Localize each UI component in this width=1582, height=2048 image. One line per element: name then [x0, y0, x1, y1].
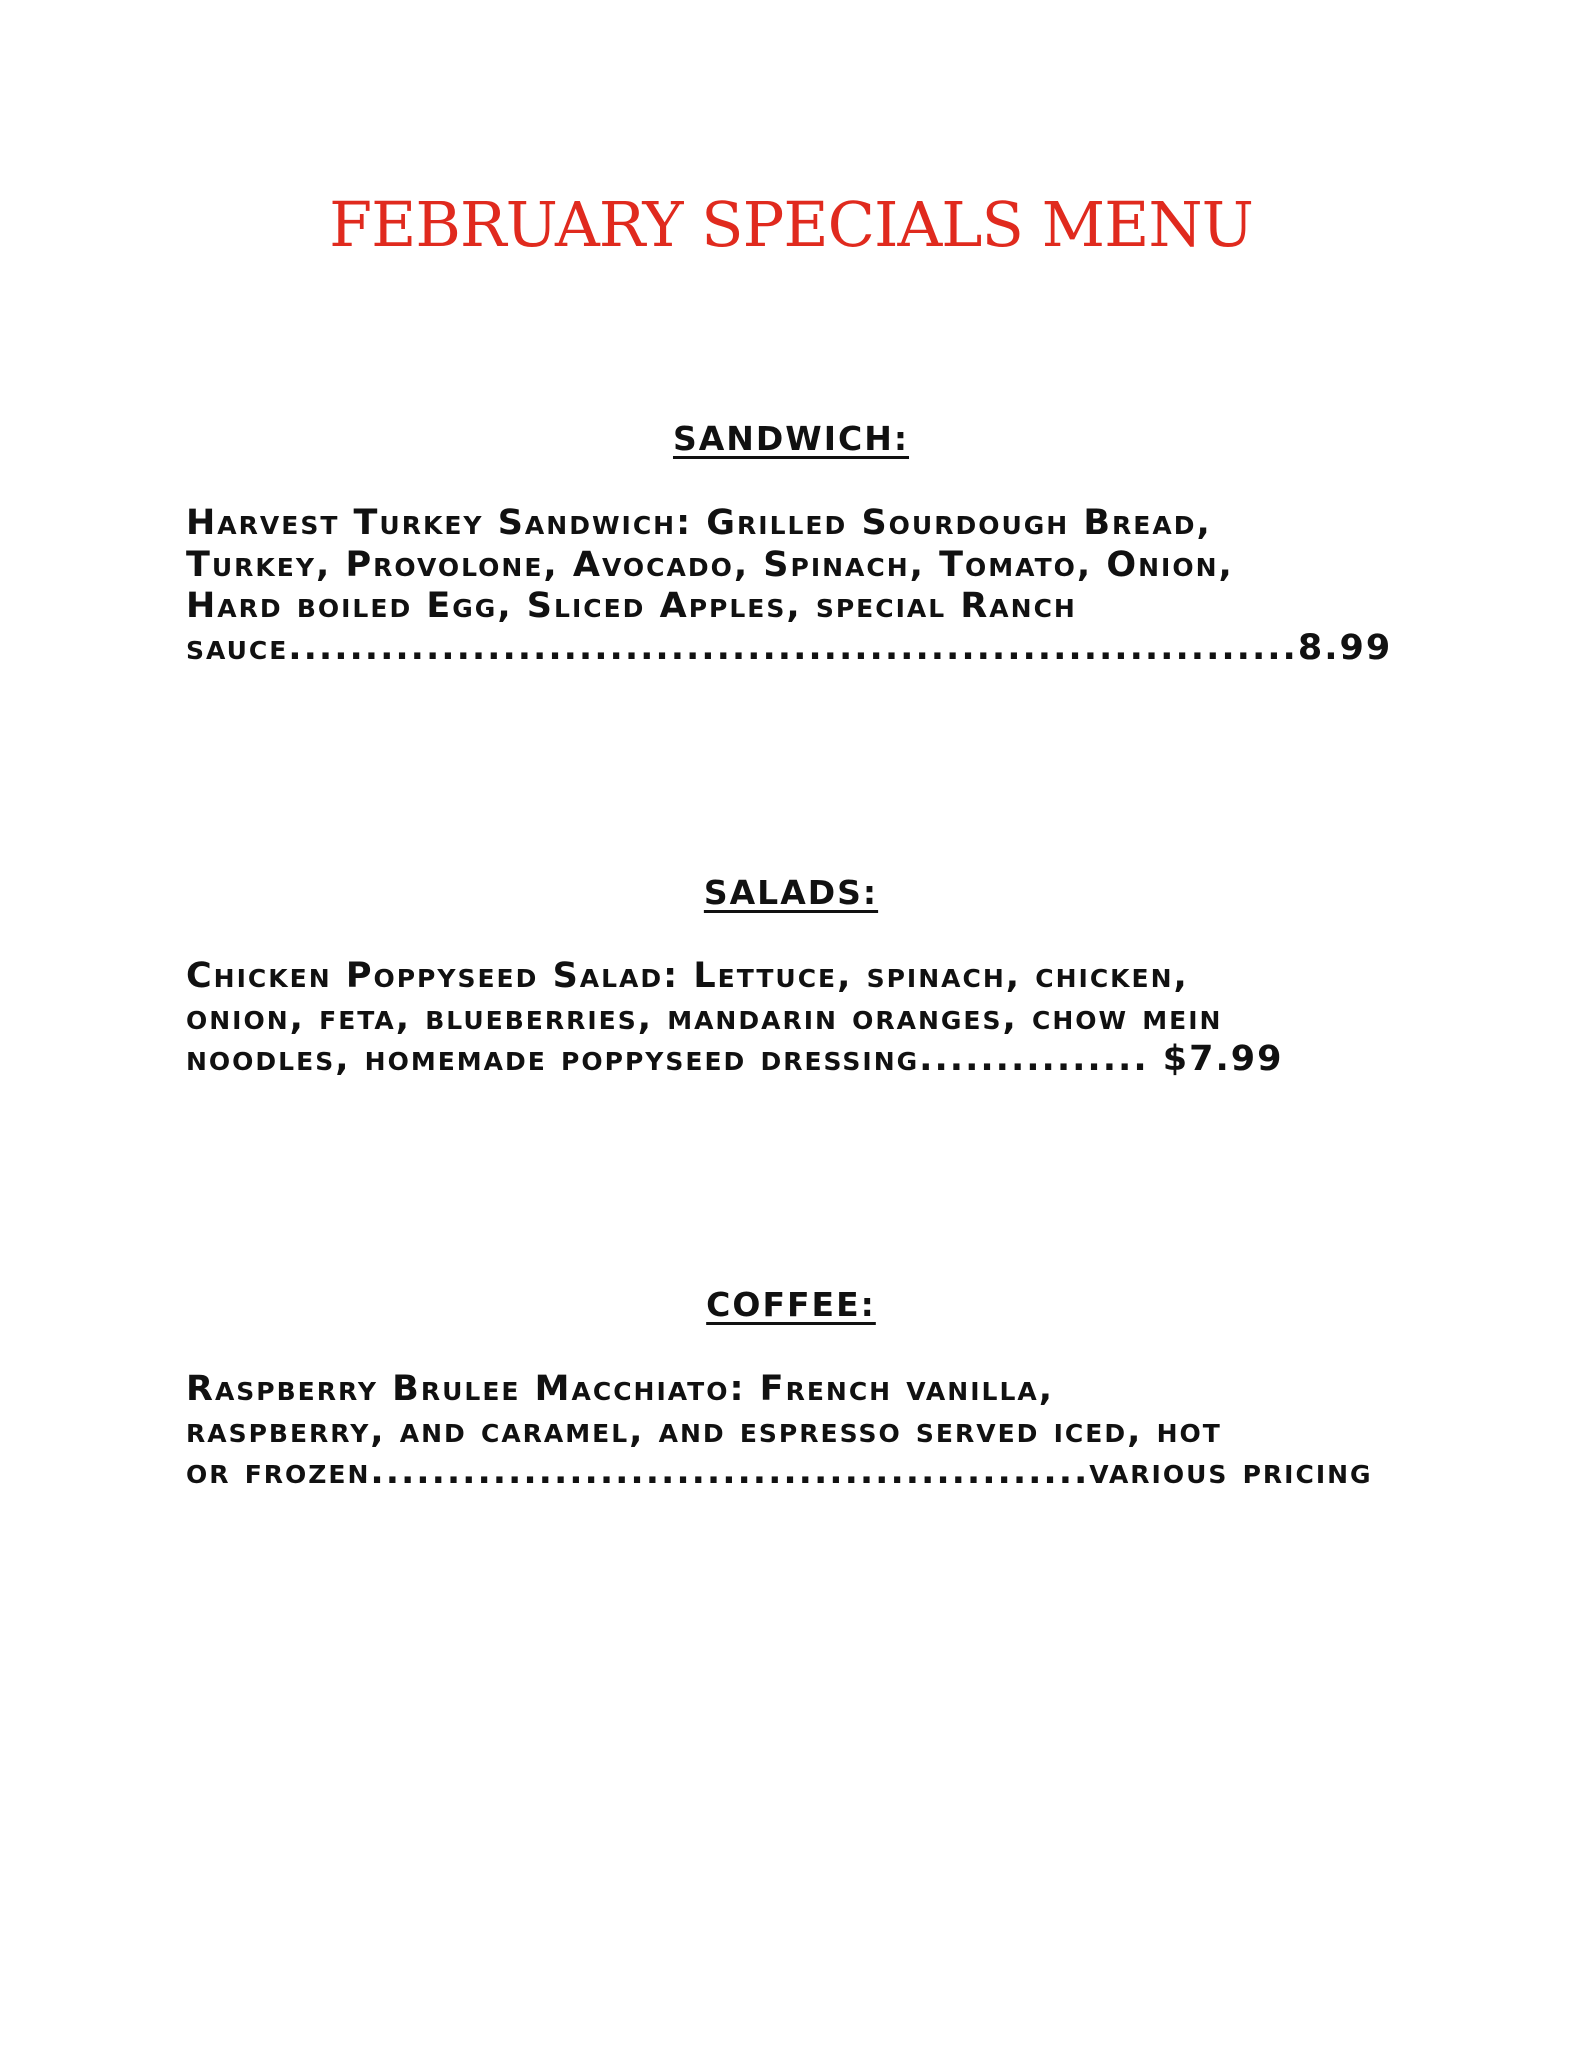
coffee-item-description: Raspberry Brulee Macchiato: French vanilla, raspberry, and caramel, and espresso served iced, hot or frozen...............................................various pricing — [186, 1369, 1373, 1492]
salad-item-description: Chicken Poppyseed Salad: Lettuce, spinach, chicken, onion, feta, blueberries, mandarin oranges, chow mein noodles, homemade poppyseed dressing............... $7.99 — [186, 956, 1284, 1079]
salads-heading — [0, 871, 1582, 915]
sandwich-heading — [0, 417, 1582, 461]
sandwich-item-description: Harvest Turkey Sandwich: Grilled Sourdough Bread, Turkey, Provolone, Avocado, Spinach, Tomato, Onion, Hard boiled Egg, Sliced Apples, special Ranch sauce..................................................................8.99 — [186, 503, 1393, 668]
coffee-heading — [0, 1283, 1582, 1327]
coffee-heading-label: COFFEE: — [706, 1285, 876, 1324]
sandwich-heading-label: SANDWICH: — [672, 419, 910, 458]
salads-heading-label: SALADS: — [703, 873, 879, 912]
page-title: FEBRUARY SPECIALS MENU — [329, 188, 1253, 261]
